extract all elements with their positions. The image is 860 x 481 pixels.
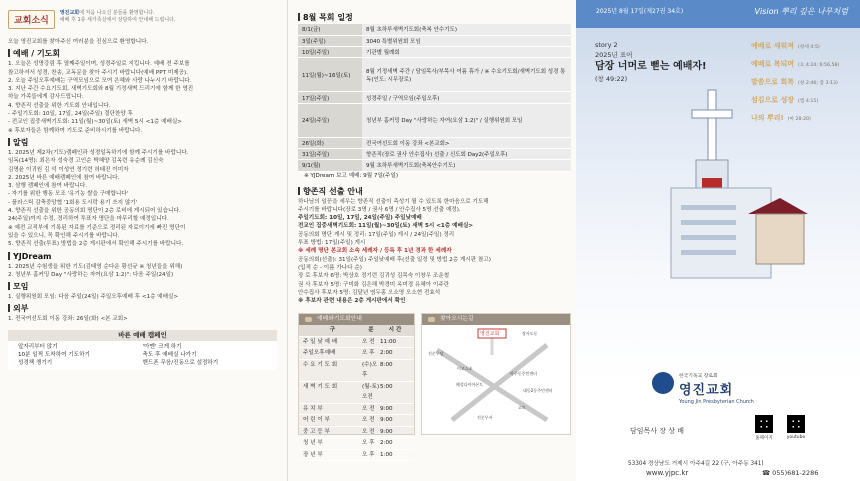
map-label: 고트 [518, 405, 526, 411]
table-row: 유 치 부 오 전 9:00 [299, 404, 414, 416]
verse-item: 섬김으로 성장 (엡 4:15) [751, 96, 819, 104]
pastor-name: 담임목사 장 상 배 [630, 427, 685, 435]
story-label: story 2 [595, 41, 618, 49]
map-label: 아주동주민센터 [510, 371, 538, 377]
meeting-section-title: 모임 [8, 281, 277, 293]
window-band [681, 250, 736, 255]
address: 53304 경상남도 거제시 아주4길 22 (구, 아주동 341) [628, 461, 764, 467]
location-map-box [421, 313, 571, 435]
window-band [681, 235, 736, 240]
church-name: 영진교회 [679, 383, 734, 398]
table-row: 26일(화) 전국여선도회 이동 강좌 <본교회> [298, 137, 571, 148]
worship-times-title: 예배와기도회안내 [299, 314, 414, 325]
election-section-title: 향존직 선출 안내 [298, 186, 571, 198]
external-list: 1. 전국여선도회 이동 강좌: 26일(화) <본 교회> [8, 316, 128, 323]
campaign-grid: 앞자리부터 앉기 '아멘' 크게 하기 10분 일찍 도착하여 기도하기 축도 후 예배실 나가기 성경책 챙기기 핸드폰 무음/진동으로 설정하기 [18, 343, 219, 367]
youtube-label: youtube [786, 435, 806, 440]
news-column [0, 0, 285, 481]
map-label: 대동2동주민센터 [523, 388, 553, 394]
table-row: 청 년 부 오 후 2:00 [299, 438, 414, 450]
location-map [422, 325, 572, 435]
table-row: 3일(주일) 3040 특별위원회 모임 [298, 35, 571, 46]
youtube-qr-icon[interactable] [787, 415, 805, 433]
notice-list: 1. 2025년 제2차(기도)캠페인과 성경일독하기에 함께 주시기를 바랍니다. 임독(14명): 최은자 성숙경 고인순 박혜양 김옥련 유순례 김신숙 김명윤 이귀원 김 석 이성연 정기련 허태진 이미자 2. 2025년 바른 예배캠페인에 참여 바랍니다. 3. 삼행 캠페인에 참여 바랍니다. - 자기를 위한 행동 모조 '유기농 쌀을 구매합니다' - 플라스틱 감축중앙협 '1회용 도시락 용기 쓰지 않기' 4. 향존직 선출을 위한 공동의회 명단이 2층 로비에 게시되어 있습니다. 24(주일)까지 수정, 정리하여 투표자 명단을 마무리할 예정입니다. ※ 예전 교적부에 기록된 자료를 기준으로 정리된 자료이기에 빠진 명단이 있을 수 있으니, 꼭 확인해 주시기를 바랍니다. 5. 향존직 선출(투표) 방법을 2층 게시판에서 확인해 주시기를 바랍니다. [8, 149, 189, 248]
table-row: 주 일 낮 예 배 오 전 11:00 [299, 337, 414, 349]
website-link[interactable]: www.yjpc.kr [646, 469, 689, 477]
location-map-title: 찾아오시는길 [422, 314, 570, 325]
story-ref: (창 49:22) [595, 75, 628, 83]
table-row: 17일(주일) 성경주일 / 구역모임(주일오후) [298, 92, 571, 103]
verse-item: 예배로 세워져 (창세 4:5) [751, 42, 820, 50]
info-boxes [298, 313, 571, 458]
intro-text: 오늘 영진교회를 찾아주신 여러분을 진심으로 환영합니다. [8, 39, 149, 45]
church-emblem [652, 372, 674, 394]
denomination: 한국기독교 장로회 [679, 374, 718, 379]
homepage-label: 홈페이지 [755, 436, 773, 441]
cover-art [576, 0, 860, 380]
election-text: 하나님의 일꾼을 세우는 향존직 선출이 측성기 될 수 있도록 한마음으로 기도해 주시기를 바랍니다(장로 3명 / 권사 6명 / 안수집사 5명 선출 예정). 주일기도회: 10일, 17일, 24일(주일) 주일낮예배 전교인 집중새벽기도회: 11일(월)~30일(토) 새벽 5시 <1층 예배실> 공동의회 명단 게시 및 정리: 17일(주일) 게시 / 24일(주일) 정리 투표 방법: 17일(주일) 게시 ※ 세례 명단 본교회 소속 세례자 / 등록 후 1년 경과 한 세례자 공동의회(선출): 31일(주일) 주일낮예배 후(선출 일정 및 방법 2층 게시판 참고) (입적 순 - 이름 가나다 순) 장 로 후보자 6명: 박상호 정기련 김귀성 김목숙 이창우 조운철 권 사 후보자 5명: 구미화 김은해 박경미 옥미경 유혜아 이주란 안수집사 후보자 5명: 김달년 염두홍 오소영 오소현 전효석 ※ 후보자 관련 내용은 2층 게시판에서 확인 [298, 198, 491, 305]
church-name-block [679, 372, 754, 405]
external-section-title: 외부 [8, 303, 277, 315]
worship-times-box [298, 313, 415, 458]
church-illustration [576, 0, 860, 380]
campaign-box [8, 330, 277, 370]
issue-date: 2025년 8월 17일(제27권 34호) [596, 8, 684, 15]
story-main: 담장 너머로 뻗는 예배자! [595, 61, 707, 72]
story-year: 2025년 표어 [595, 51, 633, 59]
table-row: 새 벽 기 도 회 (월-토)오전 5:00 [299, 382, 414, 404]
verse-item: 나의 뿌리! (마 28:20) [751, 114, 811, 122]
table-row: 중 고 등 부 오 전 9:00 [299, 427, 414, 439]
schedule-column [287, 0, 577, 481]
table-row: 장 년 부 오 후 1:00 [299, 450, 414, 462]
church-name-en: Young Jin Presbyterian Church [679, 399, 754, 405]
map-label: 해성다이아몬드 [456, 382, 484, 388]
table-row: 어 린 이 부 오 전 9:00 [299, 415, 414, 427]
worship-section-title: 예배 / 기도회 [8, 48, 277, 60]
table-row: 11일(월)~16일(토) 8월 기정새벽 주간 / 담임목사/부목사 여름 휴가 / ※ 수요기도회/새벽기도회 성경 통독(인도: 시무장로) [298, 58, 571, 92]
homepage-qr-icon[interactable] [755, 415, 773, 433]
news-logo: 교회소식 [8, 10, 55, 29]
schedule-note: ※ YJDream 보고 예배: 9월 7일(주일) [304, 172, 399, 179]
table-row: 수 요 기 도 회 (수)오후 8:00 [299, 360, 414, 382]
map-label: 진순무당 [428, 351, 444, 357]
news-header [8, 10, 277, 38]
cover-column [576, 0, 860, 481]
worship-list: 1. 오늘은 성명강림 후 열째주일이며, 성경주일로 지킵니다. 예배 전 주보를 참고하셔서 성경, 찬송, 교독문을 찾아 주시기 바랍니다(예배 PPT 미제공). 2. 오늘 주일오후예배는 구역모임으로 모여 은혜와 사랑 나누시기 바랍니다. 3. 지난 주간 수요기도회, 새벽기도회와 8월 기정새벽 드리기에 함께 한 영진 하늘 가족들에게 감사드립니다. 4. 향존직 선출을 위한 기도회 안내입니다. - 주일기도회: 10일, 17일, 24일(주일) 결단찬양 후 - 전교인 집중새벽기도회: 11일(월)~30일(토) 새벽 5시 <1층 예배실> ※ 후보자들은 함께하여 기도로 준비하시기를 바랍니다. [8, 61, 194, 134]
cross-horizontal [692, 110, 732, 118]
notice-section-title: 알림 [8, 137, 277, 149]
worship-times-head: 구 분 시 간 [299, 325, 414, 337]
welcome-text: 영진교회에 처음 나오신 분들을 환영합니다. 예배 후 1층 새가족실에서 상담하여 안내해 드립니다. [59, 10, 176, 23]
table-row: 31일(주일) 향존직(장로 권사 안수집사) 선출 / 신도회 Day2(주일오후) [298, 148, 571, 159]
map-label: 진순무서 [477, 415, 493, 421]
campaign-title: 바른 예배 캠페인 [8, 330, 277, 341]
annex-building [756, 214, 804, 264]
map-label-church: 영진교회 [480, 331, 500, 338]
table-row: 24일(주일) 청년부 홈커밍 Day "사랑하는 자여(요삼 1:2)" / 실행위원회 모임 [298, 103, 571, 137]
schedule-section-title: 8월 목회 일정 [298, 12, 571, 24]
footer [576, 411, 860, 481]
table-row: 9/1(월) 9월 초하루새벽기도회(축복안수기도) [298, 160, 571, 171]
yj-list: 1. 2025년 수험생을 위한 기도(김태영 순다운 황선규 ※ 청년들을 위해) 2. 청년부 홈커밍 Day "사랑하는 자여(요삼 1:2)": 다음 주일(24일) [8, 263, 183, 278]
phone-number: ☎ 055)681-2286 [762, 469, 819, 477]
table-row: 주일오후예배 오 후 2:00 [299, 348, 414, 360]
window-band [681, 205, 736, 210]
vision-banner: Vision 뿌리 깊은 나무처럼 [754, 7, 848, 16]
window-band [681, 220, 736, 225]
yj-section-title: YJDream [8, 251, 277, 263]
meeting-list: 1. 실행위원회 모임: 다음 주일(24일) 주일오후예배 후 <1층 예배실> [8, 294, 179, 301]
verse-item: 예배로 복되며 (요 4:24; 6:56,58) [751, 60, 840, 68]
cross-vertical [708, 90, 716, 160]
table-row: 10일(주일) 기관별 월례회 [298, 47, 571, 58]
schedule-table [298, 24, 571, 172]
map-label: 장사도동 [522, 331, 538, 337]
table-row: 8/1(금) 8월 초하루새벽기도회(축복 안수기도) [298, 24, 571, 35]
verse-item: 말씀으로 회복 (창 2:46; 잠 3:13) [751, 78, 838, 86]
map-label: 이코스초 [457, 366, 473, 372]
